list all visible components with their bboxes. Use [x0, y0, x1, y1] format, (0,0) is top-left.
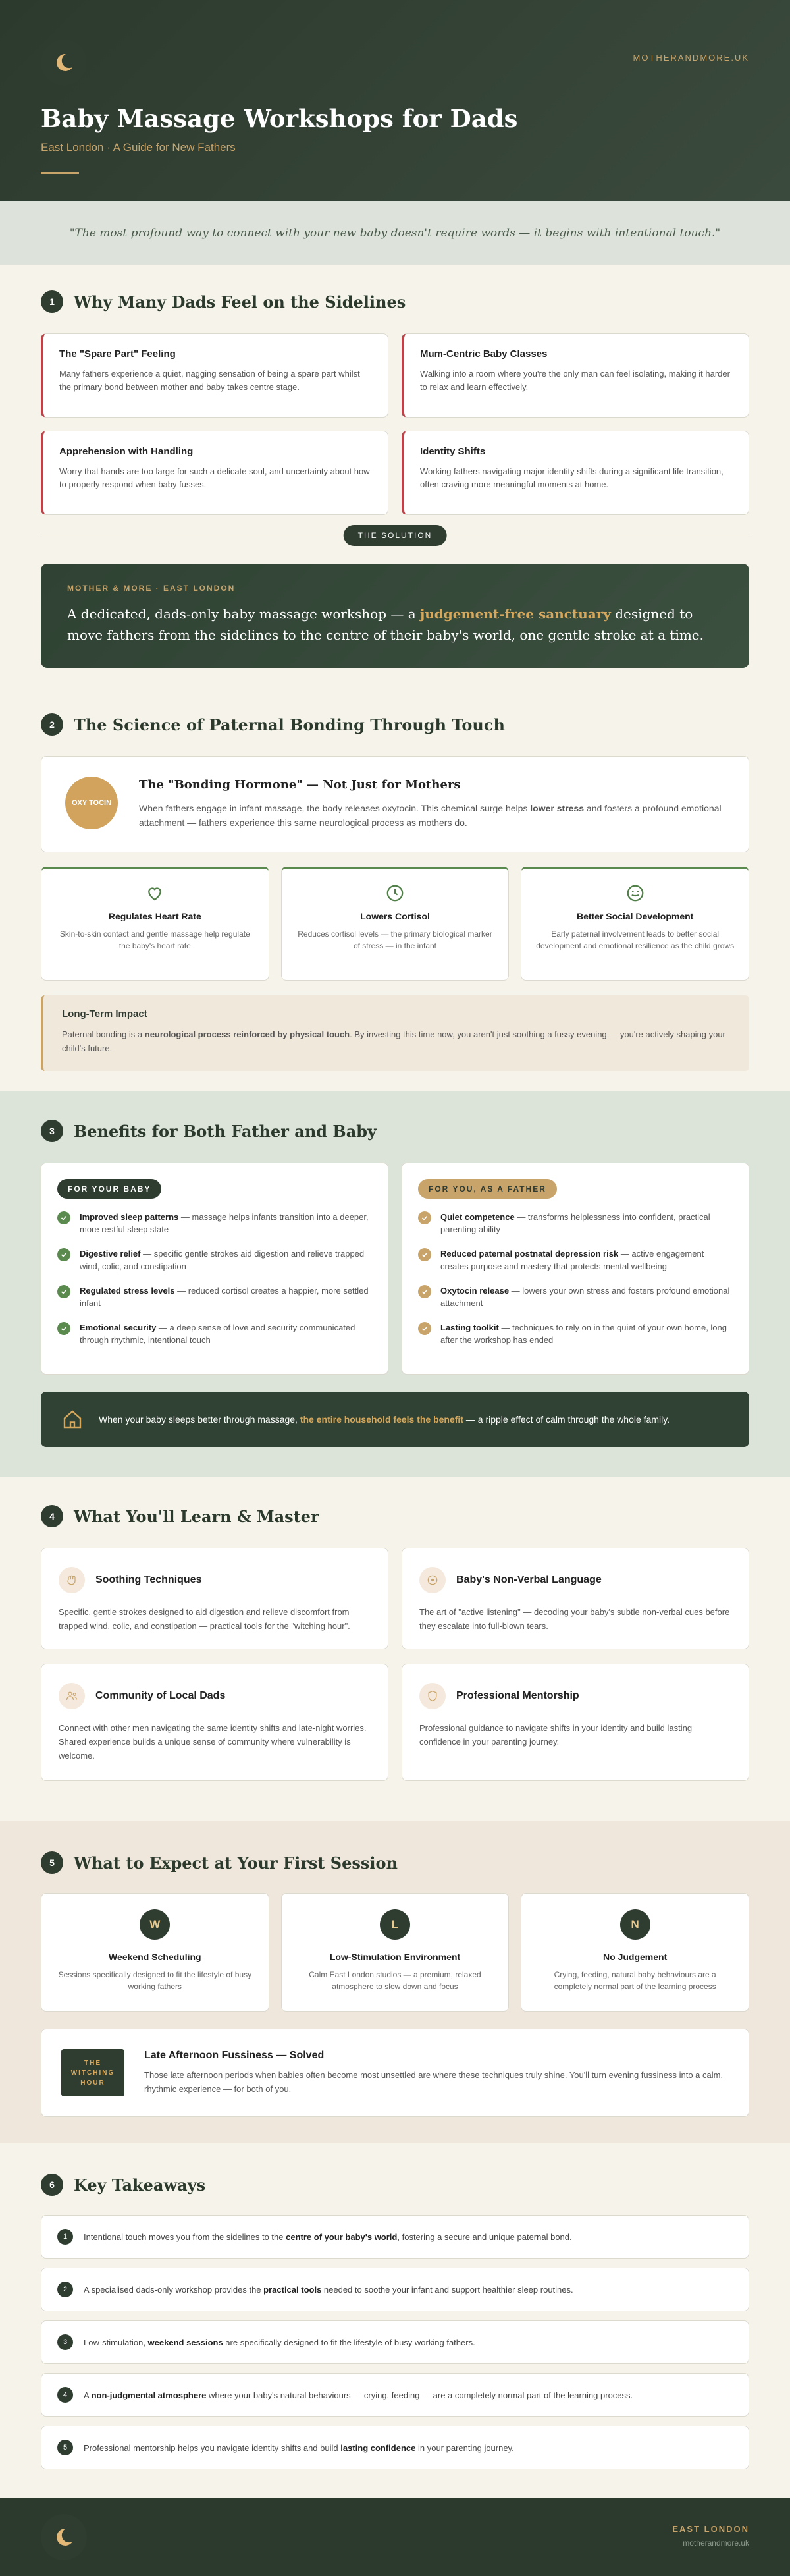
feature-title: Regulates Heart Rate: [108, 911, 201, 921]
oxytocin-card: [41, 756, 749, 852]
page-subtitle: East London · A Guide for New Fathers: [41, 141, 236, 153]
expect-letter: W: [140, 1909, 170, 1940]
father-benefits-card: [402, 1163, 749, 1375]
oxytocin-title: The "Bonding Hormone" — Not Just for Mothers: [139, 778, 461, 792]
footer-logo[interactable]: [41, 2514, 87, 2560]
section-header: [41, 1118, 749, 1144]
witching-hour-card: [41, 2029, 749, 2117]
problem-card-title: Apprehension with Handling: [59, 446, 194, 457]
takeaway-item: 4 A non-judgmental atmosphere where your baby's natural behaviours — crying, feeding — are a completely normal part of the learning process.: [41, 2373, 749, 2417]
father-benefits-label: FOR YOU, AS A FATHER: [418, 1179, 557, 1199]
smile-icon: [625, 883, 645, 903]
oxytocin-badge: OXY TOCIN: [65, 777, 118, 829]
expect-text: Crying, feeding, natural baby behaviours are a completely normal part of the learning process: [554, 1970, 716, 1991]
benefit-item: Lasting toolkit — techniques to rely on in the quiet of your own home, long after the workshop has ended: [418, 1321, 733, 1346]
house-icon: [61, 1408, 84, 1431]
hero-header: [0, 0, 790, 201]
shield-icon: [426, 1689, 439, 1703]
footer-location: EAST LONDON: [672, 2524, 749, 2534]
benefit-item: Improved sleep patterns — massage helps infants transition into a deeper, more restful sleep state: [57, 1211, 372, 1236]
section-header: [41, 288, 749, 315]
feature-card: [41, 867, 269, 981]
benefit-item: Emotional security — a deep sense of love and security communicated through rhythmic, intentional touch: [57, 1321, 372, 1346]
problem-card-text: Walking into a room where you're the only man can feel isolating, making it harder to relax and learn effectively.: [420, 369, 730, 392]
crescent-moon-icon: [53, 2526, 75, 2548]
feature-card: [521, 867, 749, 981]
benefit-item: Quiet competence — transforms helplessness into confident, practical parenting ability: [418, 1211, 733, 1236]
section-header: [41, 1503, 749, 1529]
learn-card-text: The art of "active listening" — decoding your baby's subtle non-verbal cues before they escalate into full-blown tears.: [419, 1607, 730, 1631]
learn-card-text: Professional guidance to navigate shifts in your identity and build lasting confidence in your parenting journey.: [419, 1723, 693, 1747]
problem-card-text: Many fathers experience a quiet, nagging sensation of being a spare part whilst the primary bond between mother and baby takes centre stage.: [59, 369, 360, 392]
check-icon: [421, 1215, 428, 1221]
feature-card: [281, 867, 510, 981]
feature-text: Early paternal involvement leads to better social development and emotional resilience as the child grows: [536, 929, 735, 950]
section-number: 2: [41, 713, 63, 736]
problem-card: [41, 431, 388, 515]
solution-box: [41, 564, 749, 668]
expect-card: [521, 1893, 749, 2012]
oxytocin-text: When fathers engage in infant massage, the body releases oxytocin. This chemical surge helps lower stress and fosters a profound emotional attachment — fathers experience this same neurological process as mothers do.: [139, 803, 722, 828]
solution-highlight: judgement-free sanctuary: [420, 606, 611, 622]
check-icon: [421, 1251, 428, 1258]
expect-text: Sessions specifically designed to fit the lifestyle of busy working fathers: [58, 1970, 252, 1991]
benefit-item: Digestive relief — specific gentle strokes aid digestion and relieve trapped wind, colic, and constipation: [57, 1247, 372, 1273]
section-number: 5: [41, 1851, 63, 1874]
check-icon: [421, 1288, 428, 1295]
section-title: Benefits for Both Father and Baby: [74, 1121, 377, 1141]
household-banner: [41, 1392, 749, 1447]
learn-card-title: Soothing Techniques: [95, 1574, 202, 1585]
learn-card-title: Community of Local Dads: [95, 1690, 226, 1701]
expect-title: No Judgement: [603, 1952, 668, 1962]
expect-letter: L: [380, 1909, 410, 1940]
takeaway-item: 3 Low-stimulation, weekend sessions are specifically designed to fit the lifestyle of busy working fathers.: [41, 2320, 749, 2364]
section-expect: [0, 1850, 790, 2117]
site-domain[interactable]: MOTHERANDMORE.UK: [633, 53, 749, 63]
check-icon: [421, 1325, 428, 1332]
problem-card-title: Identity Shifts: [420, 446, 486, 457]
expect-title: Weekend Scheduling: [109, 1952, 201, 1962]
baby-benefits-label: FOR YOUR BABY: [57, 1179, 161, 1199]
learn-card-text: Connect with other men navigating the same identity shifts and late-night worries. Shared experience builds a unique sense of community where vulnerability is welcome.: [59, 1723, 367, 1761]
expect-card: [281, 1893, 510, 2012]
section-title: The Science of Paternal Bonding Through Touch: [74, 715, 505, 734]
household-text: When your baby sleeps better through massage, the entire household feels the benefit — a ripple effect of calm through the whole family.: [99, 1414, 670, 1425]
expect-card: [41, 1893, 269, 2012]
benefit-item: Reduced paternal postnatal depression risk — active engagement creates purpose and mastery that protects mental wellbeing: [418, 1247, 733, 1273]
section-header: [41, 1850, 749, 1876]
section-number: 3: [41, 1120, 63, 1142]
learn-card: [41, 1548, 388, 1649]
crescent-moon-icon: [53, 51, 75, 74]
takeaway-item: 1 Intentional touch moves you from the sidelines to the centre of your baby's world, fostering a secure and unique paternal bond.: [41, 2215, 749, 2259]
section-title: Key Takeaways: [74, 2175, 206, 2195]
section-number: 1: [41, 290, 63, 313]
benefit-item: Regulated stress levels — reduced cortisol creates a happier, more settled infant: [57, 1284, 372, 1309]
problem-card: [402, 431, 749, 515]
solution-pill: THE SOLUTION: [344, 525, 447, 546]
witching-hour-title: Late Afternoon Fussiness — Solved: [144, 2050, 325, 2061]
section-title: What to Expect at Your First Session: [74, 1853, 398, 1873]
section-sidelines: [0, 288, 790, 668]
intro-quote: "The most profound way to connect with your new baby doesn't require words — it begins with intentional touch.": [0, 201, 790, 265]
title-rule: [41, 172, 79, 174]
expect-letter: N: [620, 1909, 650, 1940]
expect-title: Low-Stimulation Environment: [329, 1952, 461, 1962]
section-number: 6: [41, 2174, 63, 2196]
solution-divider: [41, 522, 749, 548]
solution-tag: MOTHER & MORE · EAST LONDON: [67, 584, 236, 593]
baby-benefits-card: [41, 1163, 388, 1375]
problem-card: [402, 333, 749, 418]
witching-hour-text: Those late afternoon periods when babies often become most unsettled are where these techniques truly shine. You'll turn evening fussiness into a calm, rhythmic experience — for both of you.: [144, 2070, 724, 2094]
takeaway-item: 5 Professional mentorship helps you navigate identity shifts and build lasting confidence in your parenting journey.: [41, 2426, 749, 2469]
logo[interactable]: [41, 40, 87, 86]
feature-title: Better Social Development: [576, 911, 694, 921]
section-header: [41, 711, 749, 738]
feature-title: Lowers Cortisol: [360, 911, 430, 921]
solution-text: A dedicated, dads-only baby massage workshop — a judgement-free sanctuary designed to move fathers from the sidelines to the centre of their baby's world, one gentle stroke at a time.: [67, 606, 704, 643]
footer: [0, 2498, 790, 2576]
check-icon: [61, 1215, 67, 1221]
problem-card: [41, 333, 388, 418]
feature-text: Skin-to-skin contact and gentle massage help regulate the baby's heart rate: [59, 929, 250, 950]
section-title: What You'll Learn & Master: [74, 1506, 319, 1526]
learn-card-text: Specific, gentle strokes designed to aid digestion and relieve discomfort from trapped wind, colic, and constipation — practical tools for the "witching hour".: [59, 1607, 350, 1631]
long-term-text: Paternal bonding is a neurological process reinforced by physical touch. By investing this time now, you aren't just soothing a fussy evening — you're actively shaping your child's future.: [62, 1029, 725, 1053]
check-icon: [61, 1325, 67, 1332]
heart-icon: [145, 883, 165, 903]
section-number: 4: [41, 1505, 63, 1527]
people-icon: [65, 1689, 78, 1703]
long-term-title: Long-Term Impact: [62, 1008, 147, 1020]
check-icon: [61, 1251, 67, 1258]
problem-card-text: Worry that hands are too large for such a delicate soul, and uncertainty about how to properly respond when baby fusses.: [59, 466, 370, 489]
learn-card: [41, 1664, 388, 1781]
section-benefits: [0, 1118, 790, 1447]
benefit-item: Oxytocin release — lowers your own stress and fosters profound emotional attachment: [418, 1284, 733, 1309]
problem-card-title: Mum-Centric Baby Classes: [420, 348, 548, 360]
takeaway-item: 2 A specialised dads-only workshop provides the practical tools needed to soothe your infant and support healthier sleep routines.: [41, 2268, 749, 2311]
feature-text: Reduces cortisol levels — the primary biological marker of stress — in the infant: [298, 929, 492, 950]
learn-card-title: Baby's Non-Verbal Language: [456, 1574, 602, 1585]
section-title: Why Many Dads Feel on the Sidelines: [74, 292, 406, 312]
page-title: Baby Massage Workshops for Dads: [41, 104, 518, 133]
section-learn: [0, 1503, 790, 1781]
section-takeaways: [0, 2172, 790, 2479]
expect-text: Calm East London studios — a premium, relaxed atmosphere to slow down and focus: [309, 1970, 481, 1991]
section-science: [0, 711, 790, 1071]
clock-icon: [385, 883, 405, 903]
witching-hour-badge: THE WITCHING HOUR: [61, 2049, 124, 2096]
long-term-impact: [41, 995, 749, 1071]
learn-card: [402, 1664, 749, 1781]
learn-card-title: Professional Mentorship: [456, 1690, 579, 1701]
section-header: [41, 2172, 749, 2198]
eye-icon: [426, 1574, 439, 1587]
hand-icon: [65, 1574, 78, 1587]
problem-card-text: Working fathers navigating major identity shifts during a significant life transition, often craving more meaningful moments at home.: [420, 466, 724, 489]
problem-card-title: The "Spare Part" Feeling: [59, 348, 176, 360]
check-icon: [61, 1288, 67, 1295]
footer-site-link[interactable]: motherandmore.uk: [683, 2538, 749, 2548]
learn-card: [402, 1548, 749, 1649]
